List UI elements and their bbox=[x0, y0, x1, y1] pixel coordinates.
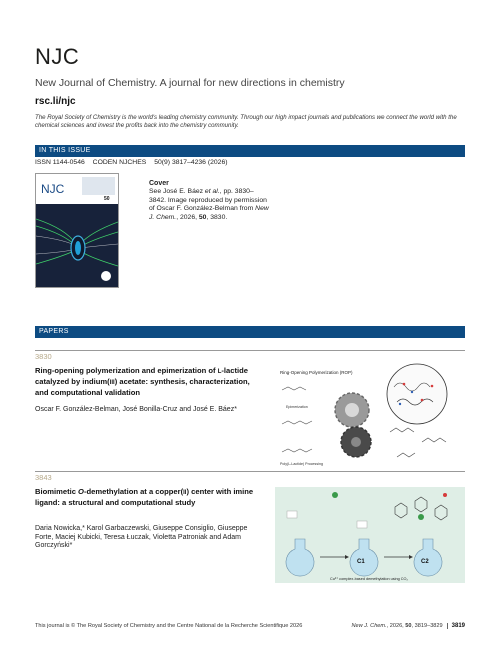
paper-title-sc: L bbox=[217, 369, 222, 375]
cover-text-c: , 2026, bbox=[176, 213, 199, 221]
footer-copyright: This journal is © The Royal Society of Chemistry and the Centre National de la Recherche Scientifique 2026 bbox=[35, 623, 303, 629]
paper-title[interactable] bbox=[35, 366, 260, 398]
cover-journal: New J. Chem. bbox=[149, 205, 269, 221]
cover-badge: 50 bbox=[104, 196, 110, 202]
paper-graphical-abstract[interactable] bbox=[275, 487, 465, 583]
cover-text-b: , pp. 3830–3842. Image reproduced by permission of Oscar F. González-Belman from bbox=[149, 188, 267, 213]
footer-page-number: 3819 bbox=[447, 623, 465, 629]
paper-graphical-abstract[interactable] bbox=[272, 362, 467, 470]
coden: CODEN NJCHES bbox=[92, 159, 147, 166]
paper-title-sc: III bbox=[109, 380, 115, 387]
paper-title-b: -lactide catalyzed by indium( bbox=[35, 366, 248, 387]
paper-authors: Daria Nowicka,* Karol Garbaczewski, Giuseppe Consiglio, Giuseppe Forte, Maciej Kubicki, Teresa Łuczak, Violetta Patroniak and Adam Gorczyński* bbox=[35, 525, 248, 549]
in-this-issue-band: IN THIS ISSUE bbox=[35, 145, 465, 157]
rop-figure bbox=[272, 362, 467, 470]
cover-text-a: See José E. Báez bbox=[149, 188, 205, 196]
journal-abbreviation: NJC bbox=[35, 44, 80, 69]
paper-title[interactable] bbox=[35, 487, 260, 507]
paper-page-number: 3843 bbox=[35, 473, 52, 482]
paper-authors: Oscar F. González-Belman, José Bonilla-Cruz and José E. Báez* bbox=[35, 406, 237, 413]
papers-band: PAPERS bbox=[35, 326, 465, 338]
cover-et-al: et al. bbox=[204, 188, 220, 196]
paper-title-b: -demethylation at a copper( bbox=[83, 487, 184, 496]
journal-description: The Royal Society of Chemistry is the world's leading chemistry community. Through our high impact journals and publications we connect the world with the chemical sciences and invest the profits back into the chemistry community. bbox=[35, 114, 457, 129]
cover-description bbox=[149, 180, 269, 222]
footer-citation bbox=[352, 623, 466, 629]
paper-title-ital: O bbox=[78, 487, 84, 496]
figure-label: C2 bbox=[421, 559, 429, 565]
cover-logo: NJC bbox=[41, 182, 65, 196]
paper-title-a: Ring-opening polymerization and epimerization of bbox=[35, 366, 218, 375]
cover-volume: 50 bbox=[198, 213, 207, 221]
paper-page-number: 3830 bbox=[35, 352, 52, 361]
page-footer bbox=[35, 623, 465, 629]
paper-title-sc: II bbox=[183, 490, 187, 496]
volume-pages: 50(9) 3817–4236 (2026) bbox=[154, 159, 228, 166]
cover-text-d: , 3830. bbox=[206, 213, 228, 221]
footer-journal: New J. Chem. bbox=[351, 623, 387, 629]
footer-year: , 2026, bbox=[386, 623, 406, 629]
figure-label: Epimerization bbox=[286, 405, 308, 409]
paper-title-a: Biomimetic bbox=[35, 487, 79, 496]
cu-figure bbox=[275, 487, 465, 583]
journal-url-link[interactable]: rsc.li/njc bbox=[35, 96, 76, 107]
paper-separator bbox=[35, 471, 465, 472]
cover-art bbox=[36, 174, 118, 287]
figure-label: C1 bbox=[357, 559, 365, 565]
cover-image[interactable] bbox=[35, 173, 119, 288]
figure-label: Ring-Opening Polymerization (ROP) bbox=[280, 370, 353, 375]
issn: ISSN 1144-0546 bbox=[35, 159, 85, 166]
figure-label: Poly(L-Lactide) Processing bbox=[280, 462, 323, 466]
footer-pages: , 3819–3829 bbox=[411, 623, 443, 629]
issn-line bbox=[35, 159, 234, 166]
journal-full-title: New Journal of Chemistry. A journal for new directions in chemistry bbox=[35, 77, 345, 89]
footer-volume: 50 bbox=[405, 623, 412, 629]
paper-title-c: ) acetate: synthesis, characterization, and computational validation bbox=[35, 377, 250, 398]
figure-label: Cu²⁺ complex-based demethylation using CO₂ bbox=[330, 577, 408, 581]
paper-separator bbox=[35, 350, 465, 351]
paper-title-c: ) center with imine ligand: a structural and computational study bbox=[35, 487, 254, 508]
cover-title: Cover bbox=[149, 180, 169, 187]
